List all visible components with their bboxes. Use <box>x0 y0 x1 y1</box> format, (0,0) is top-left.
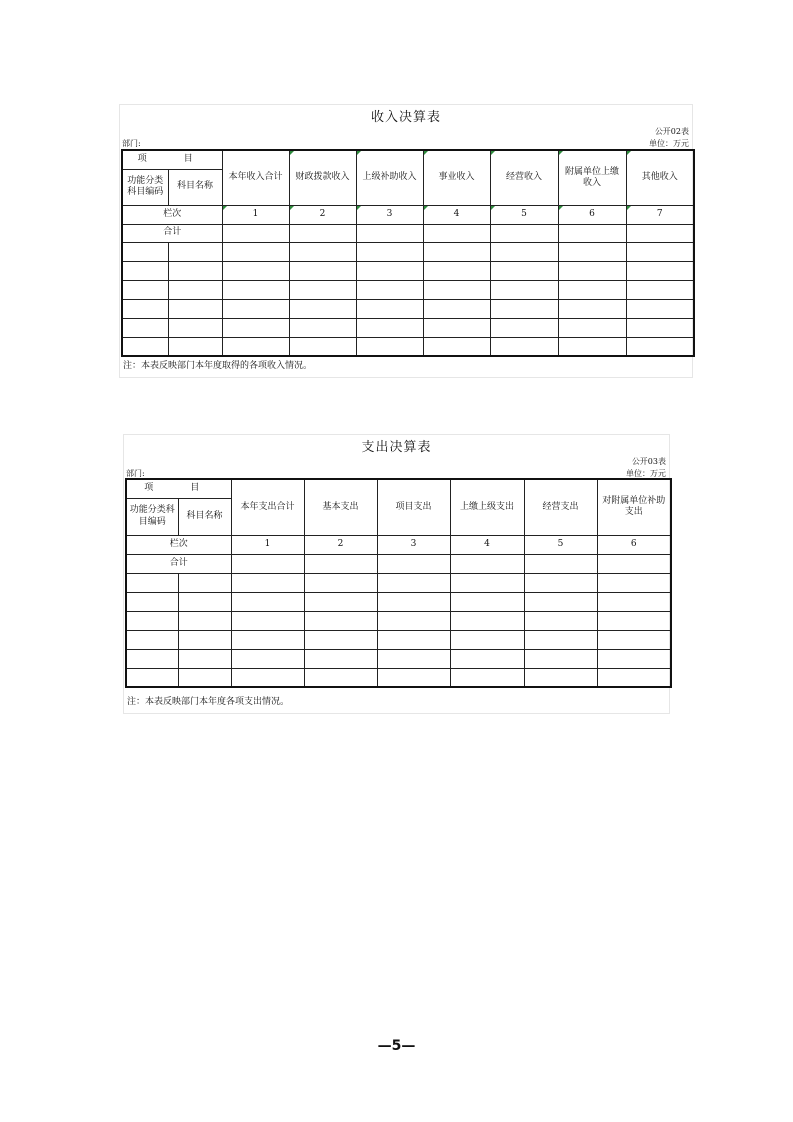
expense-col-header: 项目支出 <box>377 479 450 535</box>
income-dept-label: 部门: <box>122 139 141 148</box>
expense-cell <box>231 592 304 611</box>
income-unit-label: 单位：万元 <box>649 139 689 148</box>
income-col-header: 附属单位上缴收入 <box>558 150 626 205</box>
expense-col-number: 4 <box>450 535 524 554</box>
income-cell <box>558 280 626 299</box>
table-row <box>122 261 694 280</box>
income-cell <box>168 337 222 356</box>
expense-cell <box>126 611 178 630</box>
table-row <box>126 668 671 687</box>
expense-col-header: 本年支出合计 <box>231 479 304 535</box>
income-cell <box>356 337 423 356</box>
expense-cell <box>377 573 450 592</box>
income-cell <box>222 337 289 356</box>
expense-cell <box>304 630 377 649</box>
income-cell <box>222 242 289 261</box>
income-col-header: 其他收入 <box>626 150 694 205</box>
expense-cell <box>178 668 231 687</box>
income-header-item: 项 目 <box>122 150 222 169</box>
expense-header-code: 功能分类科目编码 <box>126 498 178 535</box>
expense-cell <box>178 592 231 611</box>
income-title: 收入决算表 <box>370 110 441 125</box>
table-row <box>122 318 694 337</box>
income-cell <box>122 318 168 337</box>
income-cell <box>490 337 558 356</box>
income-col-number: 3 <box>356 205 423 224</box>
expense-table <box>125 478 672 688</box>
income-cell <box>222 318 289 337</box>
income-cell <box>558 224 626 242</box>
income-cell <box>626 318 694 337</box>
expense-col-number: 5 <box>524 535 597 554</box>
income-cell <box>168 299 222 318</box>
income-cell <box>356 299 423 318</box>
expense-cell <box>231 630 304 649</box>
expense-header-item: 项 目 <box>126 479 231 498</box>
expense-cell <box>597 611 671 630</box>
expense-col-number: 2 <box>304 535 377 554</box>
expense-cell <box>597 554 671 573</box>
income-col-header: 上级补助收入 <box>356 150 423 205</box>
expense-cell <box>377 649 450 668</box>
expense-cell <box>377 592 450 611</box>
expense-cell <box>524 611 597 630</box>
expense-col-number: 6 <box>597 535 671 554</box>
income-cell <box>289 299 356 318</box>
expense-col-index-label: 栏次 <box>126 535 231 554</box>
income-cell <box>490 242 558 261</box>
expense-cell <box>597 630 671 649</box>
table-row <box>126 630 671 649</box>
expense-cell <box>231 573 304 592</box>
expense-cell <box>231 611 304 630</box>
expense-cell <box>377 554 450 573</box>
expense-cell <box>304 573 377 592</box>
expense-col-header: 对附属单位补助支出 <box>597 479 671 535</box>
expense-cell <box>524 554 597 573</box>
income-cell <box>558 242 626 261</box>
expense-cell <box>524 630 597 649</box>
expense-cell <box>597 649 671 668</box>
expense-cell <box>126 649 178 668</box>
expense-cell <box>450 592 524 611</box>
expense-cell <box>524 649 597 668</box>
income-cell <box>122 280 168 299</box>
income-col-number: 6 <box>558 205 626 224</box>
expense-cell <box>304 649 377 668</box>
table-row <box>122 337 694 356</box>
income-cell <box>289 318 356 337</box>
expense-cell <box>377 611 450 630</box>
income-cell <box>626 242 694 261</box>
table-row <box>122 299 694 318</box>
income-cell <box>168 242 222 261</box>
income-cell <box>558 261 626 280</box>
expense-table-number: 公开03表 <box>631 457 666 466</box>
income-cell <box>356 280 423 299</box>
table-row <box>126 573 671 592</box>
expense-cell <box>178 630 231 649</box>
table-row <box>126 611 671 630</box>
expense-cell <box>597 592 671 611</box>
income-cell <box>626 337 694 356</box>
expense-unit-label: 单位：万元 <box>626 469 666 478</box>
income-cell <box>122 242 168 261</box>
income-cell <box>168 261 222 280</box>
expense-col-header: 经营支出 <box>524 479 597 535</box>
income-cell <box>423 318 490 337</box>
income-col-header: 本年收入合计 <box>222 150 289 205</box>
income-cell <box>168 318 222 337</box>
income-cell <box>423 261 490 280</box>
expense-cell <box>597 668 671 687</box>
expense-cell <box>231 554 304 573</box>
table-row <box>126 592 671 611</box>
income-table <box>121 149 695 357</box>
expense-cell <box>304 592 377 611</box>
income-cell <box>490 280 558 299</box>
income-col-header: 经营收入 <box>490 150 558 205</box>
income-cell <box>558 299 626 318</box>
expense-cell <box>377 630 450 649</box>
income-cell <box>289 224 356 242</box>
expense-cell <box>178 649 231 668</box>
income-cell <box>356 242 423 261</box>
income-cell <box>122 337 168 356</box>
income-cell <box>356 224 423 242</box>
expense-col-number: 1 <box>231 535 304 554</box>
expense-cell <box>524 573 597 592</box>
table-row <box>126 649 671 668</box>
expense-cell <box>231 668 304 687</box>
income-col-header: 财政拨款收入 <box>289 150 356 205</box>
expense-cell <box>304 668 377 687</box>
income-col-number: 7 <box>626 205 694 224</box>
expense-cell <box>450 668 524 687</box>
income-cell <box>626 280 694 299</box>
expense-col-header: 基本支出 <box>304 479 377 535</box>
income-col-header: 事业收入 <box>423 150 490 205</box>
income-cell <box>626 224 694 242</box>
income-cell <box>222 280 289 299</box>
income-col-index-label: 栏次 <box>122 205 222 224</box>
expense-col-header: 上缴上级支出 <box>450 479 524 535</box>
expense-note: 注：本表反映部门本年度各项支出情况。 <box>127 697 290 707</box>
income-cell <box>222 261 289 280</box>
income-cell <box>558 337 626 356</box>
expense-dept-label: 部门: <box>126 469 145 478</box>
income-cell <box>289 337 356 356</box>
income-col-number: 1 <box>222 205 289 224</box>
income-cell <box>626 299 694 318</box>
income-cell <box>356 261 423 280</box>
income-cell <box>356 318 423 337</box>
expense-cell <box>126 592 178 611</box>
income-col-number: 4 <box>423 205 490 224</box>
expense-title: 支出决算表 <box>361 440 432 455</box>
income-col-number: 5 <box>490 205 558 224</box>
expense-header-name: 科目名称 <box>178 498 231 535</box>
expense-sheet <box>123 434 670 714</box>
income-cell <box>289 242 356 261</box>
expense-cell <box>304 611 377 630</box>
income-cell <box>423 337 490 356</box>
income-col-number: 2 <box>289 205 356 224</box>
expense-cell <box>178 611 231 630</box>
income-header-name: 科目名称 <box>168 169 222 205</box>
expense-cell <box>450 649 524 668</box>
expense-cell <box>304 554 377 573</box>
income-cell <box>122 261 168 280</box>
income-table-number: 公开02表 <box>654 127 689 136</box>
expense-cell <box>597 573 671 592</box>
expense-cell <box>231 649 304 668</box>
income-total-row <box>122 224 694 242</box>
page-number: —5— <box>377 1038 416 1054</box>
expense-cell <box>450 630 524 649</box>
income-cell <box>122 299 168 318</box>
expense-cell <box>524 592 597 611</box>
income-sheet <box>119 104 693 378</box>
income-note: 注：本表反映部门本年度取得的各项收入情况。 <box>123 361 313 371</box>
income-cell <box>490 224 558 242</box>
expense-cell <box>450 554 524 573</box>
table-row <box>122 242 694 261</box>
expense-cell <box>377 668 450 687</box>
income-cell <box>423 242 490 261</box>
income-cell <box>626 261 694 280</box>
expense-total-row <box>126 554 671 573</box>
income-cell <box>490 261 558 280</box>
expense-cell <box>126 630 178 649</box>
income-cell <box>222 299 289 318</box>
expense-cell <box>126 573 178 592</box>
income-cell <box>558 318 626 337</box>
expense-cell <box>524 668 597 687</box>
income-cell <box>289 261 356 280</box>
expense-cell <box>450 573 524 592</box>
income-cell <box>222 224 289 242</box>
expense-cell <box>178 573 231 592</box>
income-cell <box>423 299 490 318</box>
income-cell <box>423 224 490 242</box>
income-cell <box>423 280 490 299</box>
table-row <box>122 280 694 299</box>
expense-col-number: 3 <box>377 535 450 554</box>
income-cell <box>168 280 222 299</box>
income-header-code: 功能分类科目编码 <box>122 169 168 205</box>
income-cell <box>289 280 356 299</box>
income-cell <box>490 299 558 318</box>
expense-cell <box>126 668 178 687</box>
income-total-label: 合计 <box>122 224 222 242</box>
expense-cell <box>450 611 524 630</box>
income-cell <box>490 318 558 337</box>
expense-total-label: 合计 <box>126 554 231 573</box>
